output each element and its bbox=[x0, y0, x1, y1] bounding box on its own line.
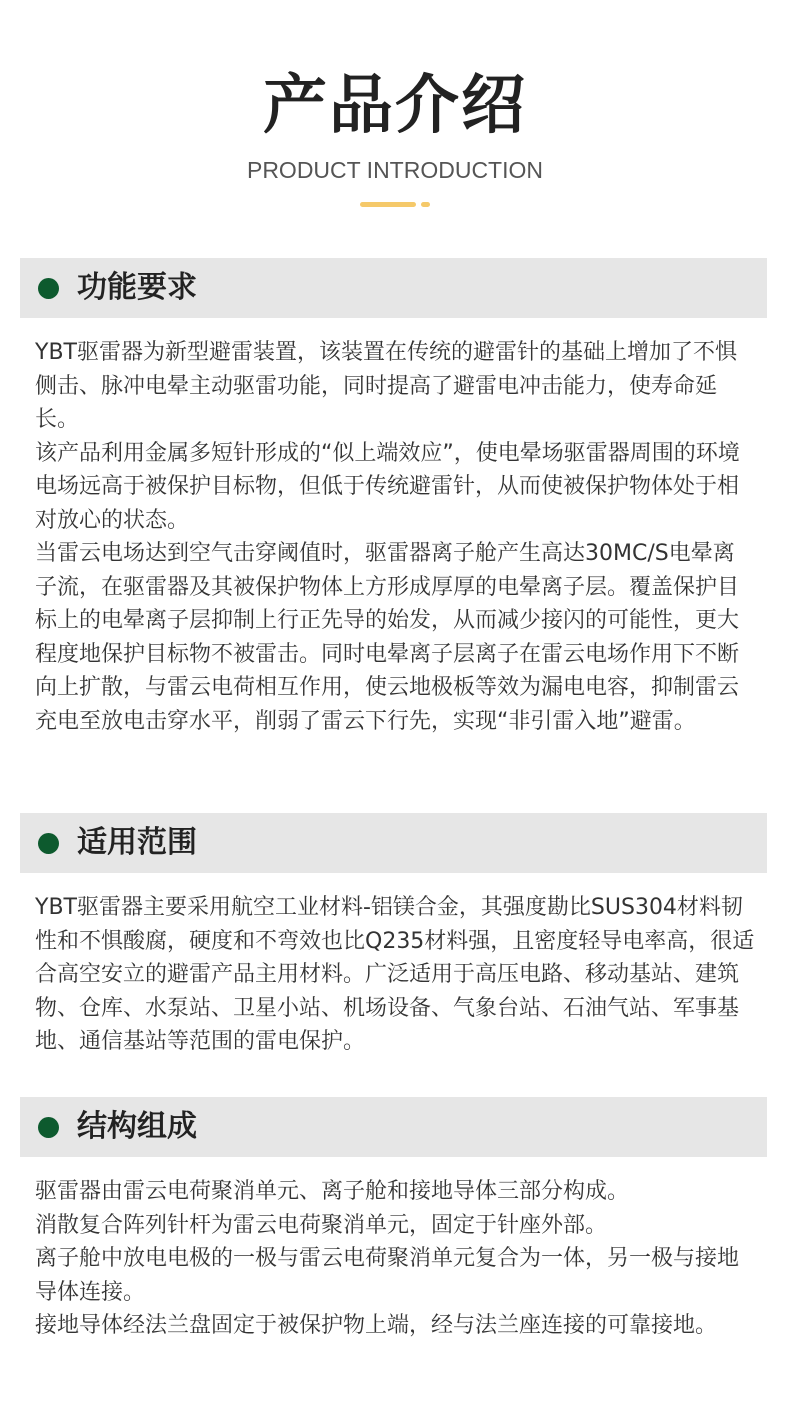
page-header bbox=[0, 0, 790, 240]
paragraph: 离子舱中放电电极的一极与雷云电荷聚消单元复合为一体，另一极与接地导体连接。 bbox=[35, 1246, 740, 1305]
section-title: 功能要求 bbox=[77, 270, 197, 305]
section-body bbox=[20, 891, 755, 1059]
title-accent-short bbox=[421, 202, 430, 207]
section-title: 适用范围 bbox=[77, 825, 197, 860]
section-body bbox=[20, 1175, 755, 1343]
paragraph: YBT驱雷器为新型避雷装置，该装置在传统的避雷针的基础上增加了不惧侧击、脉冲电晕主动驱雷功能，同时提高了避雷电冲击能力，使寿命延长。 bbox=[35, 340, 737, 432]
paragraph: 消散复合阵列针杆为雷云电荷聚消单元，固定于针座外部。 bbox=[35, 1212, 608, 1238]
paragraph: 该产品利用金属多短针形成的“似上端效应”，使电晕场驱雷器周围的环境电场远高于被保护目标物，但低于传统避雷针，从而使被保护物体处于相对放心的状态。 bbox=[35, 440, 740, 533]
bullet-dot-icon bbox=[38, 833, 59, 854]
paragraph: 驱雷器由雷云电荷聚消单元、离子舱和接地导体三部分构成。 bbox=[35, 1179, 630, 1204]
page-subtitle: PRODUCT INTRODUCTION bbox=[246, 157, 543, 183]
bullet-dot-icon bbox=[38, 278, 59, 299]
section-header-bar bbox=[20, 813, 767, 873]
paragraph: 接地导体经法兰盘固定于被保护物上端，经与法兰座连接的可靠接地。 bbox=[35, 1313, 718, 1338]
section-structure-composition bbox=[20, 1097, 767, 1343]
paragraph: 当雷云电场达到空气击穿阈值时，驱雷器离子舱产生高达30MC/S电晕离子流，在驱雷器及其被保护物体上方形成厚厚的电晕离子层。覆盖保护目标上的电晕离子层抑制上行正先导的始发，从而减少接闪的可能性，更大程度地保护目标物不被雷击。同时电晕离子层离子在雷云电场作用下不断向上扩散，与雷云电荷相互作用，使云地极板等效为漏电电容，抑制雷云充电至放电击穿水平，削弱了雷云下行先，实现“非引雷入地”避雷。 bbox=[35, 541, 740, 734]
section-header-bar bbox=[20, 258, 767, 318]
section-title: 结构组成 bbox=[77, 1109, 197, 1144]
page-title: 产品介绍 bbox=[263, 69, 527, 143]
paragraph: YBT驱雷器主要采用航空工业材料-铝镁合金，其强度勘比SUS304材料韧性和不惧酸腐，硬度和不弯效也比Q235材料强，且密度轻导电率高，很适合高空安立的避雷产品主用材料。广泛适用于高压电路、移动基站、建筑物、仓库、水泵站、卫星小站、机场设备、气象台站、石油气站、军事基地、通信基站等范围的雷电保护。 bbox=[35, 895, 755, 1054]
title-accent-long bbox=[360, 202, 416, 207]
section-application-scope bbox=[20, 813, 767, 1059]
section-header-bar bbox=[20, 1097, 767, 1157]
bullet-dot-icon bbox=[38, 1117, 59, 1138]
section-body bbox=[20, 336, 755, 738]
section-function-requirements bbox=[20, 258, 767, 738]
